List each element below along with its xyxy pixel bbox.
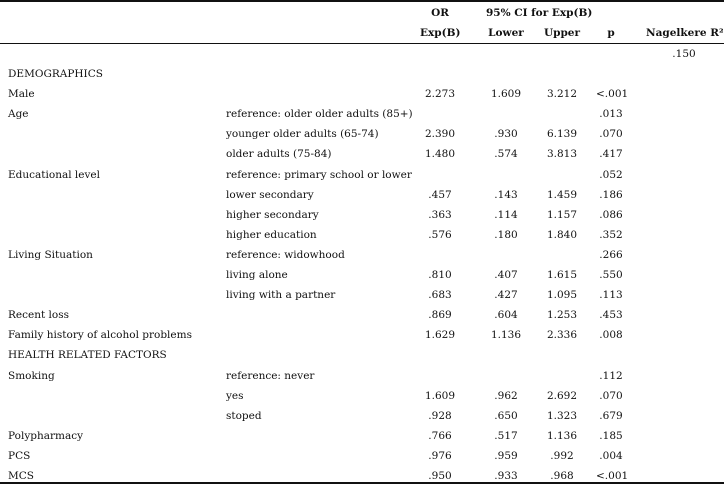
row-or: .766 xyxy=(428,430,452,442)
row-p: <.001 xyxy=(596,88,629,100)
row-or: 2.390 xyxy=(424,128,456,140)
row-or: .363 xyxy=(428,209,452,221)
row-or: .976 xyxy=(428,450,452,462)
row-label: Smoking xyxy=(8,370,55,382)
top-rule xyxy=(0,0,724,2)
row-sublabel: older adults (75-84) xyxy=(226,148,332,160)
row-label: Living Situation xyxy=(8,249,93,261)
row-lower: .574 xyxy=(494,148,518,160)
row-p: .086 xyxy=(599,209,623,221)
r2-value: .150 xyxy=(672,48,696,60)
row-or: .576 xyxy=(428,229,452,241)
row-p: .070 xyxy=(599,390,623,402)
row-p: .266 xyxy=(599,249,623,261)
row-upper: 3.212 xyxy=(546,88,578,100)
row-p: .004 xyxy=(599,450,623,462)
row-p: .186 xyxy=(599,189,623,201)
row-p: .113 xyxy=(599,289,623,301)
row-p: .052 xyxy=(599,169,623,181)
row-upper: 2.692 xyxy=(546,390,578,402)
row-sublabel: higher education xyxy=(226,229,317,241)
row-upper: 2.336 xyxy=(546,329,578,341)
header-r2-col: Nagelkere R² xyxy=(646,27,724,39)
row-upper: .968 xyxy=(550,470,574,482)
row-sublabel: reference: older older adults (85+) xyxy=(226,108,413,120)
row-or: 1.629 xyxy=(424,329,456,341)
row-p: .679 xyxy=(599,410,623,422)
row-p: .352 xyxy=(599,229,623,241)
row-upper: .992 xyxy=(550,450,574,462)
row-lower: 1.136 xyxy=(490,329,522,341)
row-lower: .933 xyxy=(494,470,518,482)
row-upper: 1.253 xyxy=(546,309,578,321)
row-sublabel: living with a partner xyxy=(226,289,336,301)
row-upper: 3.813 xyxy=(546,148,578,160)
row-label: Age xyxy=(8,108,29,120)
row-label: Educational level xyxy=(8,169,100,181)
row-lower: .427 xyxy=(494,289,518,301)
row-p: <.001 xyxy=(596,470,629,482)
row-upper: 1.840 xyxy=(546,229,578,241)
row-lower: .517 xyxy=(494,430,518,442)
row-p: .070 xyxy=(599,128,623,140)
row-label: Family history of alcohol problems xyxy=(8,329,192,341)
row-or: .950 xyxy=(428,470,452,482)
header-ci-top: 95% CI for Exp(B) xyxy=(486,7,593,19)
row-lower: .959 xyxy=(494,450,518,462)
header-or-top: OR xyxy=(431,7,449,19)
header-upper-col: Upper xyxy=(543,27,581,39)
row-lower: .604 xyxy=(494,309,518,321)
row-or: 2.273 xyxy=(424,88,456,100)
row-p: .453 xyxy=(599,309,623,321)
row-or: .810 xyxy=(428,269,452,281)
row-sublabel: living alone xyxy=(226,269,288,281)
row-upper: 1.136 xyxy=(546,430,578,442)
row-or: .928 xyxy=(428,410,452,422)
row-p: .550 xyxy=(599,269,623,281)
row-sublabel: stoped xyxy=(226,410,262,422)
row-p: .008 xyxy=(599,329,623,341)
row-or: 1.480 xyxy=(424,148,456,160)
row-label: PCS xyxy=(8,450,31,462)
row-lower: .962 xyxy=(494,390,518,402)
row-label: Male xyxy=(8,88,35,100)
row-lower: .114 xyxy=(494,209,518,221)
row-lower: .407 xyxy=(494,269,518,281)
row-label: HEALTH RELATED FACTORS xyxy=(8,349,167,361)
row-p: .185 xyxy=(599,430,623,442)
header-lower-col: Lower xyxy=(488,27,524,39)
row-or: .457 xyxy=(428,189,452,201)
row-sublabel: yes xyxy=(226,390,244,402)
row-upper: 1.157 xyxy=(546,209,578,221)
row-sublabel: reference: never xyxy=(226,370,315,382)
row-or: 1.609 xyxy=(424,390,456,402)
row-lower: .180 xyxy=(494,229,518,241)
row-sublabel: younger older adults (65-74) xyxy=(226,128,379,140)
row-lower: .650 xyxy=(494,410,518,422)
header-or-col: Exp(B) xyxy=(420,27,461,39)
row-label: MCS xyxy=(8,470,34,482)
header-p-col: p xyxy=(607,27,615,39)
row-p: .013 xyxy=(599,108,623,120)
header-rule xyxy=(0,43,724,44)
row-upper: 6.139 xyxy=(546,128,578,140)
row-or: .869 xyxy=(428,309,452,321)
row-sublabel: reference: primary school or lower xyxy=(226,169,412,181)
row-sublabel: higher secondary xyxy=(226,209,319,221)
row-label: DEMOGRAPHICS xyxy=(8,68,103,80)
row-p: .112 xyxy=(599,370,623,382)
row-label: Polypharmacy xyxy=(8,430,84,442)
row-upper: 1.615 xyxy=(546,269,578,281)
row-upper: 1.459 xyxy=(546,189,578,201)
row-lower: .930 xyxy=(494,128,518,140)
row-lower: 1.609 xyxy=(490,88,522,100)
row-upper: 1.323 xyxy=(546,410,578,422)
row-label: Recent loss xyxy=(8,309,69,321)
row-sublabel: lower secondary xyxy=(226,189,314,201)
row-or: .683 xyxy=(428,289,452,301)
row-upper: 1.095 xyxy=(546,289,578,301)
row-sublabel: reference: widowhood xyxy=(226,249,345,261)
row-lower: .143 xyxy=(494,189,518,201)
row-p: .417 xyxy=(599,148,623,160)
